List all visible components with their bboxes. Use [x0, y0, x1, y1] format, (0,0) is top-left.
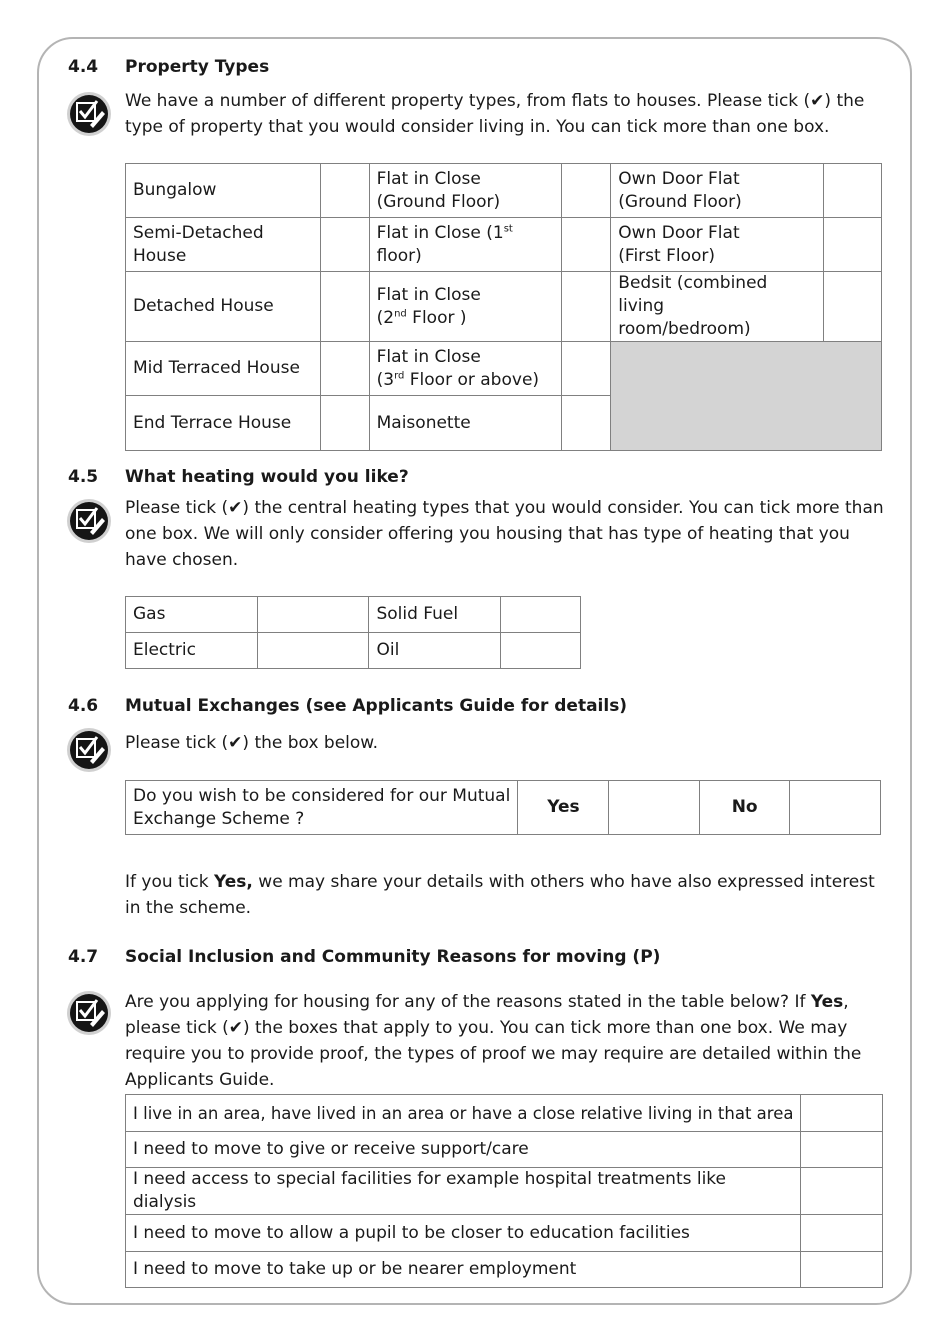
property-label: Bungalow — [126, 164, 321, 218]
tick-instruction-icon — [66, 91, 112, 137]
no-label: No — [700, 781, 790, 835]
tick-box[interactable] — [562, 218, 611, 272]
table-row — [126, 597, 581, 633]
tick-instruction-icon — [66, 727, 112, 773]
tick-box[interactable] — [562, 272, 611, 342]
tick-box[interactable] — [824, 164, 882, 218]
yes-label: Yes — [518, 781, 609, 835]
property-types-table — [125, 163, 882, 451]
yes-tick-box[interactable] — [609, 781, 700, 835]
section-title: What heating would you like? — [125, 467, 409, 487]
community-reasons-table — [125, 1094, 883, 1288]
property-label: Detached House — [126, 272, 321, 342]
reason-label: I need access to special facilities for example hospital treatments like dialysis — [126, 1168, 801, 1215]
table-row — [126, 1095, 883, 1132]
property-label: Maisonette — [369, 396, 562, 451]
section-intro: Please tick (✔) the central heating types that you would consider. You can tick more than one box. We will only consider offering you housing that has type of heating that you have chosen. — [125, 498, 884, 570]
tick-box[interactable] — [320, 342, 369, 396]
reason-label: I need to move to allow a pupil to be closer to education facilities — [126, 1215, 801, 1252]
section-number: 4.4 — [68, 57, 99, 77]
section-title: Social Inclusion and Community Reasons for moving (P) — [125, 947, 661, 967]
table-row — [126, 781, 881, 835]
section-intro: Are you applying for housing for any of the reasons stated in the table below? If Yes, please tick (✔) the boxes that apply to you. You can tick more than one box. We may require you to provide proof, the types of proof we may require are detailed within the Applicants Guide. — [125, 992, 862, 1090]
property-label: Flat in Close (2nd Floor ) — [369, 272, 562, 342]
table-row — [126, 272, 882, 342]
table-row — [126, 1168, 883, 1215]
tick-box[interactable] — [320, 218, 369, 272]
property-label: Flat in Close (3rd Floor or above) — [369, 342, 562, 396]
tick-box[interactable] — [801, 1252, 883, 1288]
table-row — [126, 218, 882, 272]
tick-box[interactable] — [824, 218, 882, 272]
property-label: Semi-Detached House — [126, 218, 321, 272]
table-row — [126, 1215, 883, 1252]
heating-types-table — [125, 596, 581, 669]
table-row — [126, 342, 882, 396]
heating-label: Solid Fuel — [369, 597, 501, 633]
tick-box[interactable] — [320, 396, 369, 451]
reason-label: I need to move to give or receive support/care — [126, 1132, 801, 1168]
tick-box[interactable] — [801, 1095, 883, 1132]
section-intro: Please tick (✔) the box below. — [125, 733, 379, 753]
tick-box[interactable] — [824, 272, 882, 342]
table-row — [126, 633, 581, 669]
heating-label: Gas — [126, 597, 258, 633]
reason-label: I live in an area, have lived in an area or have a close relative living in that area — [126, 1095, 801, 1132]
tick-box[interactable] — [320, 272, 369, 342]
section-number: 4.7 — [68, 947, 99, 967]
heating-label: Electric — [126, 633, 258, 669]
section-title: Mutual Exchanges (see Applicants Guide for details) — [125, 696, 628, 716]
property-label: Own Door Flat (First Floor) — [611, 218, 824, 272]
property-label: Flat in Close (1st floor) — [369, 218, 562, 272]
empty-shaded-cell — [611, 342, 882, 451]
tick-box[interactable] — [257, 597, 369, 633]
tick-box[interactable] — [801, 1168, 883, 1215]
reason-label: I need to move to take up or be nearer employment — [126, 1252, 801, 1288]
section-intro: We have a number of different property types, from flats to houses. Please tick (✔) the type of property that you would consider living in. You can tick more than one box. — [125, 91, 865, 137]
mutual-exchange-note: If you tick Yes, we may share your details with others who have also expressed interest in the scheme. — [125, 872, 875, 918]
table-row — [126, 164, 882, 218]
tick-box[interactable] — [501, 597, 581, 633]
property-label: Mid Terraced House — [126, 342, 321, 396]
section-title: Property Types — [125, 57, 270, 77]
tick-box[interactable] — [562, 342, 611, 396]
property-label: Flat in Close (Ground Floor) — [369, 164, 562, 218]
section-number: 4.5 — [68, 467, 99, 487]
tick-instruction-icon — [66, 990, 112, 1036]
property-label: End Terrace House — [126, 396, 321, 451]
heating-label: Oil — [369, 633, 501, 669]
tick-box[interactable] — [257, 633, 369, 669]
property-label: Bedsit (combined living room/bedroom) — [611, 272, 824, 342]
tick-box[interactable] — [801, 1215, 883, 1252]
table-row — [126, 1252, 883, 1288]
property-label: Own Door Flat (Ground Floor) — [611, 164, 824, 218]
no-tick-box[interactable] — [790, 781, 881, 835]
mutual-exchange-question: Do you wish to be considered for our Mutual Exchange Scheme ? — [126, 781, 518, 835]
tick-box[interactable] — [501, 633, 581, 669]
tick-instruction-icon — [66, 498, 112, 544]
tick-box[interactable] — [320, 164, 369, 218]
mutual-exchange-table — [125, 780, 881, 835]
section-number: 4.6 — [68, 696, 99, 716]
tick-box[interactable] — [562, 396, 611, 451]
table-row — [126, 1132, 883, 1168]
tick-box[interactable] — [562, 164, 611, 218]
tick-box[interactable] — [801, 1132, 883, 1168]
